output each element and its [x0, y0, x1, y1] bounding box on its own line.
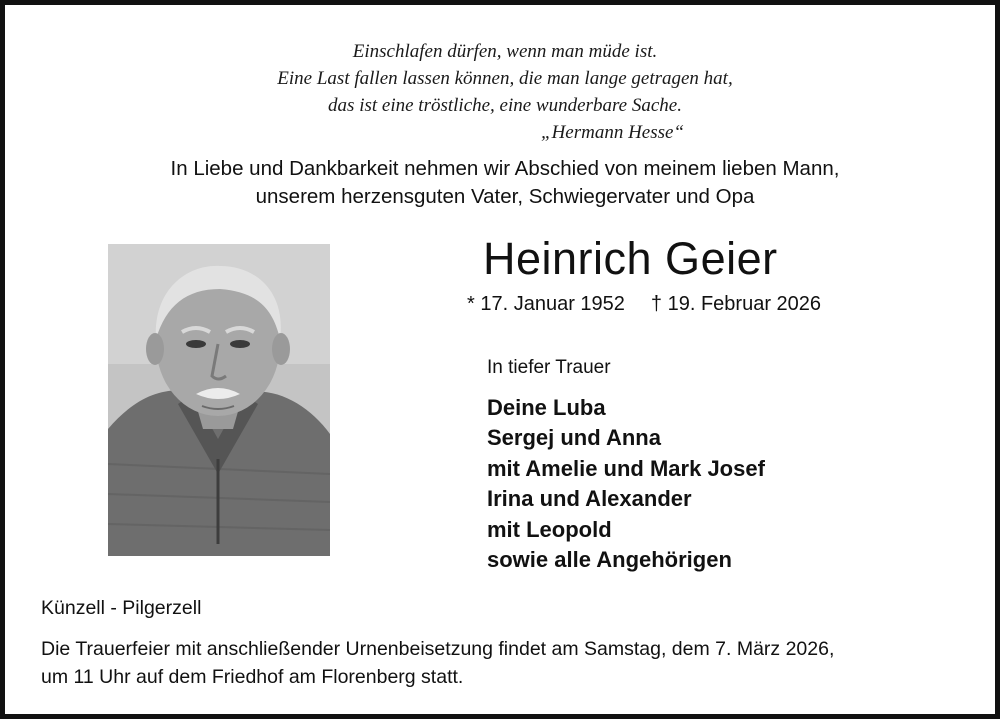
family-member: sowie alle Angehörigen [487, 547, 732, 573]
birth-date: * 17. Januar 1952 [467, 293, 625, 315]
family-member: Deine Luba [487, 395, 606, 420]
intro-line: unserem herzensguten Vater, Schwiegervater und Opa [255, 185, 755, 208]
service-info [41, 635, 834, 691]
family-member: Irina und Alexander [487, 486, 692, 512]
life-dates [467, 293, 821, 316]
quote-block [5, 38, 1000, 143]
intro-line: In Liebe und Dankbarkeit nehmen wir Abschied von meinem lieben Mann, [170, 157, 840, 180]
family-list [487, 393, 765, 575]
mourning-label: In tiefer Trauer [487, 357, 611, 378]
family-member: mit Leopold [487, 516, 612, 542]
death-date: † 19. Februar 2026 [650, 293, 822, 315]
portrait-photo [108, 244, 330, 556]
deceased-name: Heinrich Geier [483, 233, 778, 284]
family-member: mit Amelie und Mark Josef [487, 455, 765, 481]
intro-text [5, 155, 1000, 211]
portrait-illustration [108, 244, 330, 556]
quote-line: das ist eine tröstliche, eine wunderbare Sache. [328, 95, 682, 116]
service-line: um 11 Uhr auf dem Friedhof am Florenberg statt. [41, 666, 464, 688]
quote-author: „Hermann Hesse“ [541, 122, 685, 143]
location: Künzell - Pilgerzell [41, 597, 202, 619]
quote-line: Einschlafen dürfen, wenn man müde ist. [352, 41, 658, 62]
quote-line: Eine Last fallen lassen können, die man lange getragen hat, [277, 68, 733, 89]
service-line: Die Trauerfeier mit anschließender Urnenbeisetzung findet am Samstag, dem 7. März 2026, [41, 638, 835, 660]
family-member: Sergej und Anna [487, 425, 661, 451]
